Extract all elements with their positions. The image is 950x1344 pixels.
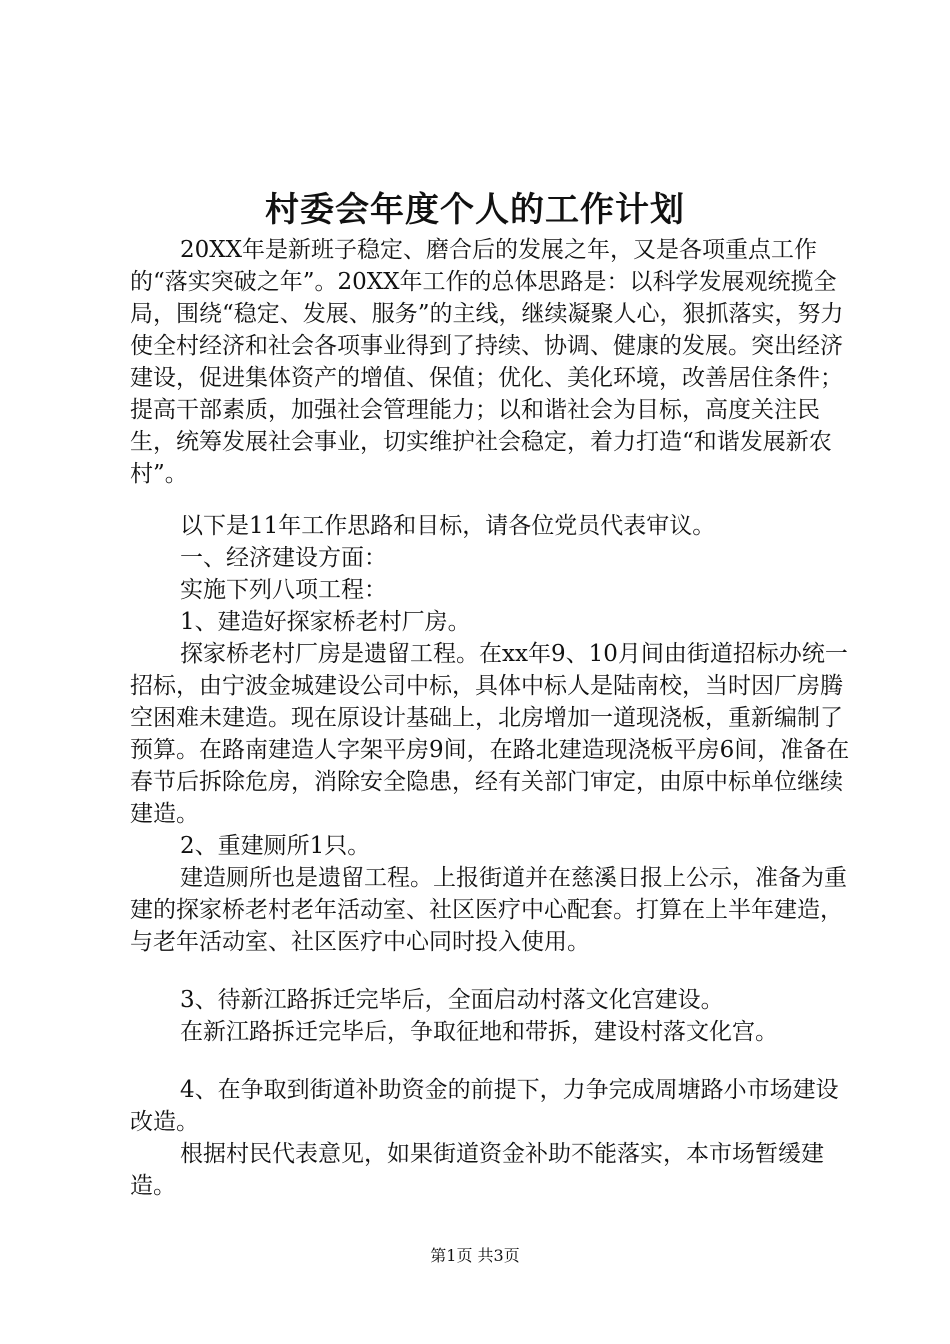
item-2-heading: 2、重建厕所1只。 [180,833,371,859]
item-2-detail: 建造厕所也是遗留工程。上报街道并在慈溪日报上公示，准备为重建的探家桥老村老年活动室、社区医疗中心配套。打算在上半年建造，与老年活动室、社区医疗中心同时投入使用。 [130,865,847,955]
item-3-heading: 3、待新江路拆迁完毕后，全面启动村落文化宫建设。 [180,987,724,1013]
section-heading-economy: 一、经济建设方面： [180,545,387,571]
page-title: 村委会年度个人的工作计划 [265,190,685,230]
item-3-detail: 在新江路拆迁完毕后，争取征地和带拆，建设村落文化宫。 [180,1019,778,1045]
item-4-detail: 根据村民代表意见，如果街道资金补助不能落实，本市场暂缓建造。 [130,1141,824,1199]
item-1-heading: 1、建造好探家桥老村厂房。 [180,609,471,635]
projects-intro: 实施下列八项工程： [180,577,387,603]
page-footer: 第1页 共3页 [430,1246,520,1265]
item-4-heading: 4、在争取到街道补助资金的前提下，力争完成周塘路小市场建设改造。 [130,1077,839,1135]
intro-paragraph: 20XX年是新班子稳定、磨合后的发展之年，又是各项重点工作的“落实突破之年”。20XX年工作的总体思路是：以科学发展观统揽全局，围绕“稳定、发展、服务”的主线，继续凝聚人心，狠抓落实，努力使全村经济和社会各项事业得到了持续、协调、健康的发展。突出经济建设，促进集体资产的增值、保值；优化、美化环境，改善居住条件；提高干部素质，加强社会管理能力；以和谐社会为目标，高度关注民生，统筹发展社会事业，切实维护社会稳定，着力打造“和谐发展新农村”。 [130,237,844,487]
item-1-detail: 探家桥老村厂房是遗留工程。在xx年9、10月间由街道招标办统一招标，由宁波金城建设公司中标，具体中标人是陆南校，当时因厂房腾空困难未建造。现在原设计基础上，北房增加一道现浇板，重新编制了预算。在路南建造人字架平房9间，在路北建造现浇板平房6间，准备在春节后拆除危房，消除安全隐患，经有关部门审定，由原中标单位继续建造。 [130,641,850,827]
document-body [130,234,850,1202]
review-paragraph: 以下是11年工作思路和目标，请各位党员代表审议。 [180,513,716,539]
